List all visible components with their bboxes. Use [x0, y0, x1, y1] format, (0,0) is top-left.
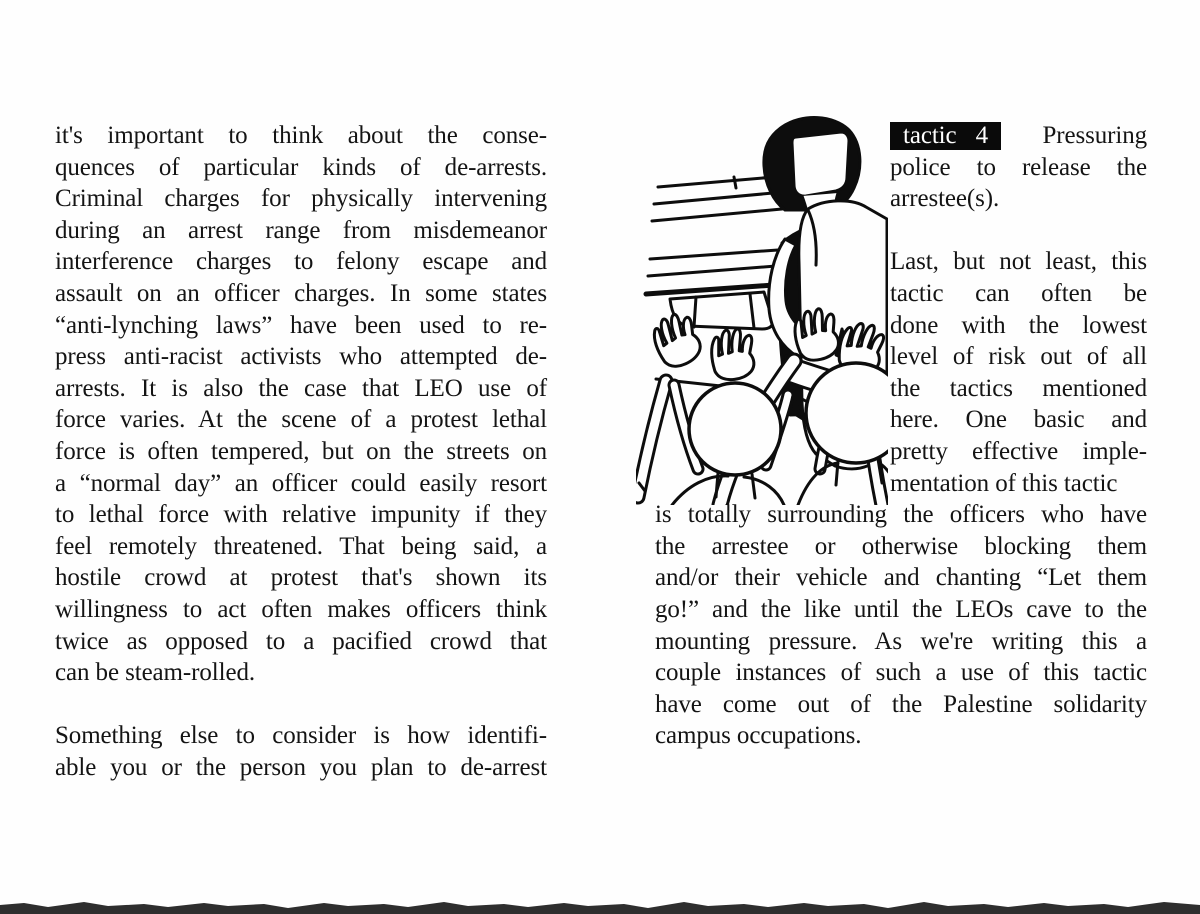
- text-line: to lethal force with relative impunity if they: [55, 501, 547, 529]
- text-line: can be steam-rolled.: [55, 659, 255, 687]
- text-line: [890, 215, 1147, 247]
- text-line: assault on an officer charges. In some states: [55, 279, 547, 307]
- text-line: the arrestee or otherwise blocking them: [655, 532, 1147, 560]
- text-line: interference charges to felony escape and: [55, 248, 547, 276]
- text-line: couple instances of such a use of this tactic: [655, 659, 1147, 687]
- text-line: mounting pressure. As we're writing this a: [655, 627, 1147, 655]
- text-line: arrests. It is also the case that LEO use of: [55, 374, 547, 402]
- text-line: done with the lowest: [890, 311, 1147, 339]
- text-line: [55, 689, 547, 721]
- text-line: “anti-lynching laws” have been used to re-: [55, 311, 547, 339]
- text-line: Something else to consider is how identifi-: [55, 722, 547, 750]
- text-line: arrestee(s).: [890, 185, 1000, 213]
- text-line: quences of particular kinds of de-arrests.: [55, 153, 547, 181]
- text-line: Last, but not least, this: [890, 248, 1147, 276]
- text-line: feel remotely threatened. That being said, a: [55, 532, 547, 560]
- text-line: hostile crowd at protest that's shown its: [55, 564, 547, 592]
- text-wrap-narrow-block: [890, 120, 1147, 499]
- text-line: tactic can often be: [890, 279, 1147, 307]
- narrow-text-lines: [890, 152, 1147, 500]
- tactic-heading-line: [890, 120, 1147, 152]
- text-line: Criminal charges for physically intervening: [55, 185, 547, 213]
- text-line: level of risk out of all: [890, 343, 1147, 371]
- text-line: force varies. At the scene of a protest lethal: [55, 406, 547, 434]
- text-line: willingness to act often makes officers think: [55, 595, 547, 623]
- text-line: is totally surrounding the officers who have: [655, 501, 1147, 529]
- text-line: and/or their vehicle and chanting “Let them: [655, 564, 1147, 592]
- tactic-heading-word: Pressuring: [1042, 122, 1147, 149]
- text-line: force is often tempered, but on the streets on: [55, 437, 547, 465]
- text-line: it's important to think about the conse-: [55, 122, 547, 149]
- text-line: pretty effective imple-: [890, 437, 1147, 465]
- text-line: a “normal day” an officer could easily resort: [55, 469, 547, 497]
- text-line: have come out of the Palestine solidarity: [655, 690, 1147, 718]
- text-line: campus occupations.: [655, 722, 862, 750]
- left-column-paragraphs: [55, 120, 547, 783]
- left-page-text-column: [55, 120, 547, 783]
- text-line: twice as opposed to a pacified crowd that: [55, 627, 547, 655]
- tactic-number-badge: tactic 4: [890, 122, 1001, 150]
- text-line: during an arrest range from misdemeanor: [55, 216, 547, 244]
- text-line: mentation of this tactic: [890, 469, 1118, 497]
- text-line: able you or the person you plan to de-arrest: [55, 753, 547, 781]
- text-line: here. One basic and: [890, 406, 1147, 434]
- right-page-text-column: [655, 120, 1147, 752]
- full-width-text-lines: [655, 499, 1147, 752]
- text-line: go!” and the like until the LEOs cave to the: [655, 595, 1147, 623]
- text-line: the tactics mentioned: [890, 374, 1147, 402]
- text-line: police to release the: [890, 153, 1147, 181]
- text-line: press anti-racist activists who attempted de-: [55, 343, 547, 371]
- page-bottom-scan-edge: [0, 899, 1200, 914]
